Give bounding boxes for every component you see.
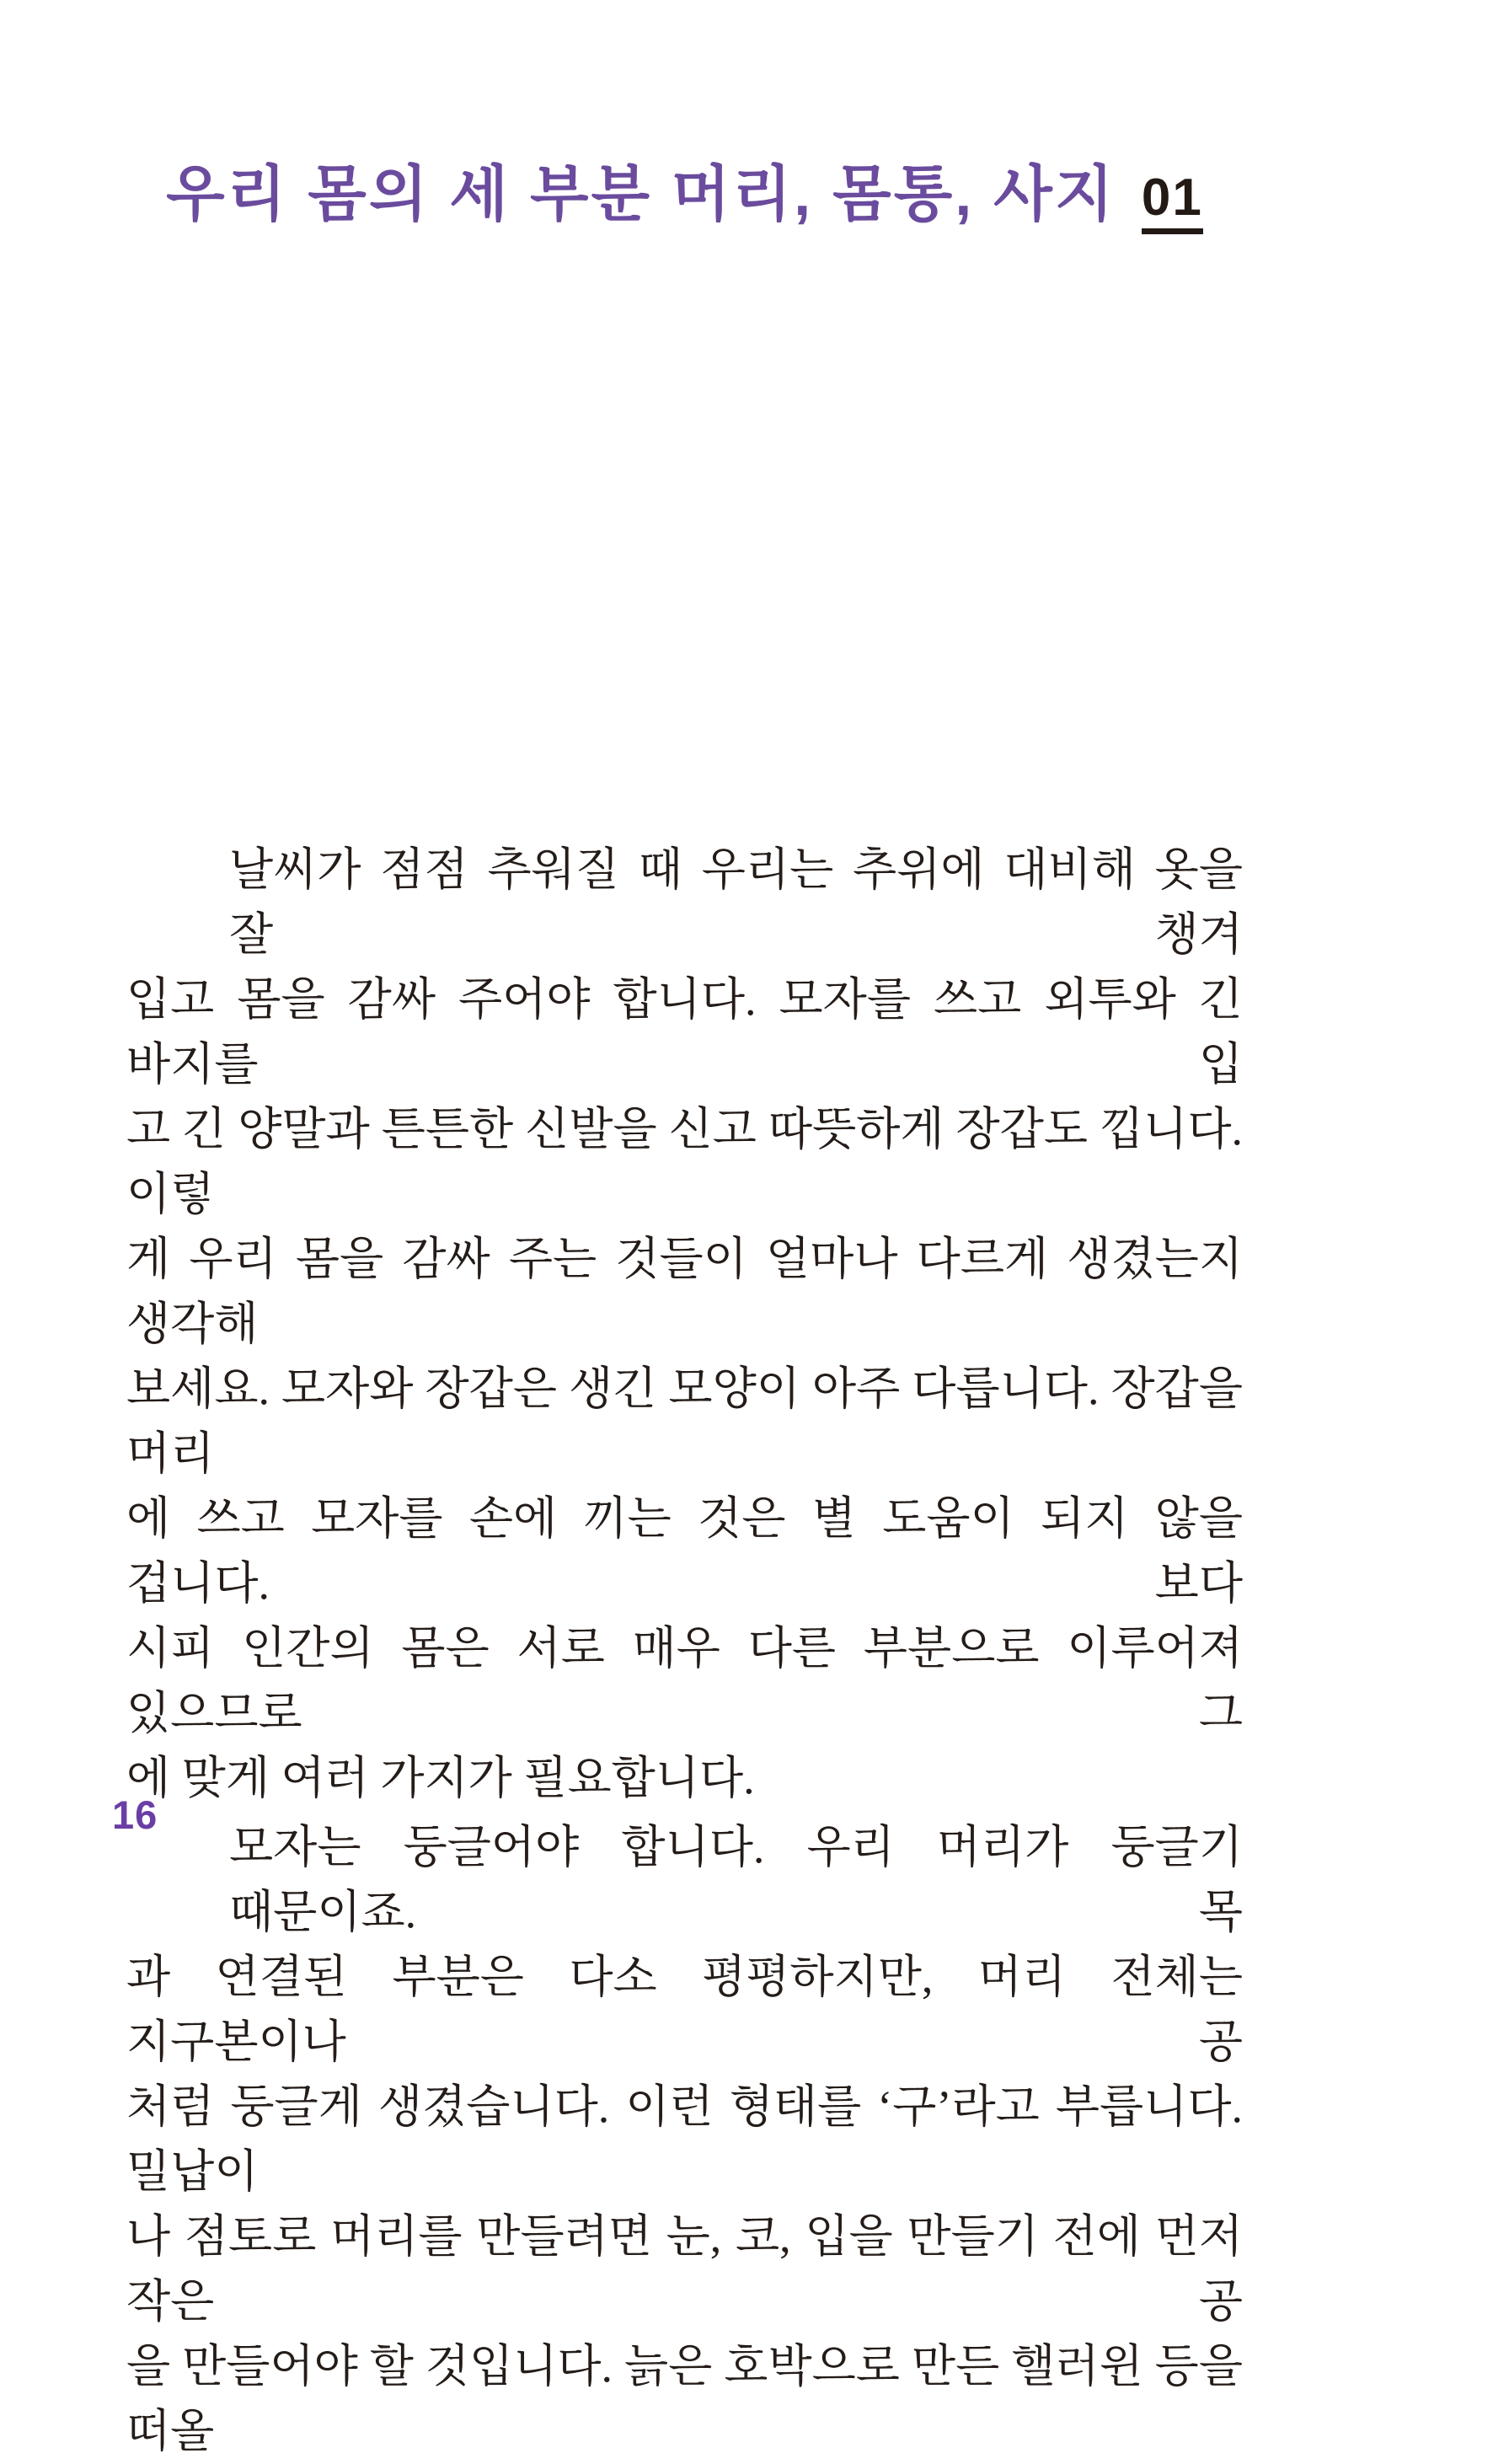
blank-illustration-area [126,270,1243,809]
chapter-number: 01 [1142,172,1203,234]
text-line: 에 맞게 여러 가지가 필요합니다. [126,1753,755,1803]
text-line: 과 연결된 부분은 다소 평평하지만, 머리 전체는 지구본이나 공 [126,1952,1243,2067]
body-text [126,838,1243,2464]
paragraph [126,838,1243,1811]
chapter-heading [126,145,1243,234]
paragraph [126,1815,1243,2464]
chapter-title: 우리 몸의 세 부분 머리, 몸통, 사지 [166,161,1116,228]
text-line: 모자는 둥글어야 합니다. 우리 머리가 둥글기 때문이죠. 목 [229,1822,1243,1937]
text-line: 처럼 둥글게 생겼습니다. 이런 형태를 ‘구’라고 부릅니다. 밀납이 [126,2081,1243,2197]
text-line: 게 우리 몸을 감싸 주는 것들이 얼마나 다르게 생겼는지 생각해 [126,1234,1243,1349]
text-line: 날씨가 점점 추워질 때 우리는 추위에 대비해 옷을 잘 챙겨 [229,844,1243,960]
page-number: 16 [112,1792,158,1837]
text-line: 보세요. 모자와 장갑은 생긴 모양이 아주 다릅니다. 장갑을 머리 [126,1363,1243,1479]
text-line: 시피 인간의 몸은 서로 매우 다른 부분으로 이루어져 있으므로 그 [126,1623,1243,1738]
text-line: 에 쓰고 모자를 손에 끼는 것은 별 도움이 되지 않을 겁니다. 보다 [126,1493,1243,1609]
text-line: 나 점토로 머리를 만들려면 눈, 코, 입을 만들기 전에 먼저 작은 공 [126,2211,1243,2327]
text-line: 을 만들어야 할 것입니다. 늙은 호박으로 만든 핼러윈 등을 떠올 [126,2341,1243,2456]
text-line: 입고 몸을 감싸 주어야 합니다. 모자를 쓰고 외투와 긴 바지를 입 [126,974,1243,1090]
text-line: 고 긴 양말과 튼튼한 신발을 신고 따뜻하게 장갑도 낍니다. 이렇 [126,1104,1243,1219]
